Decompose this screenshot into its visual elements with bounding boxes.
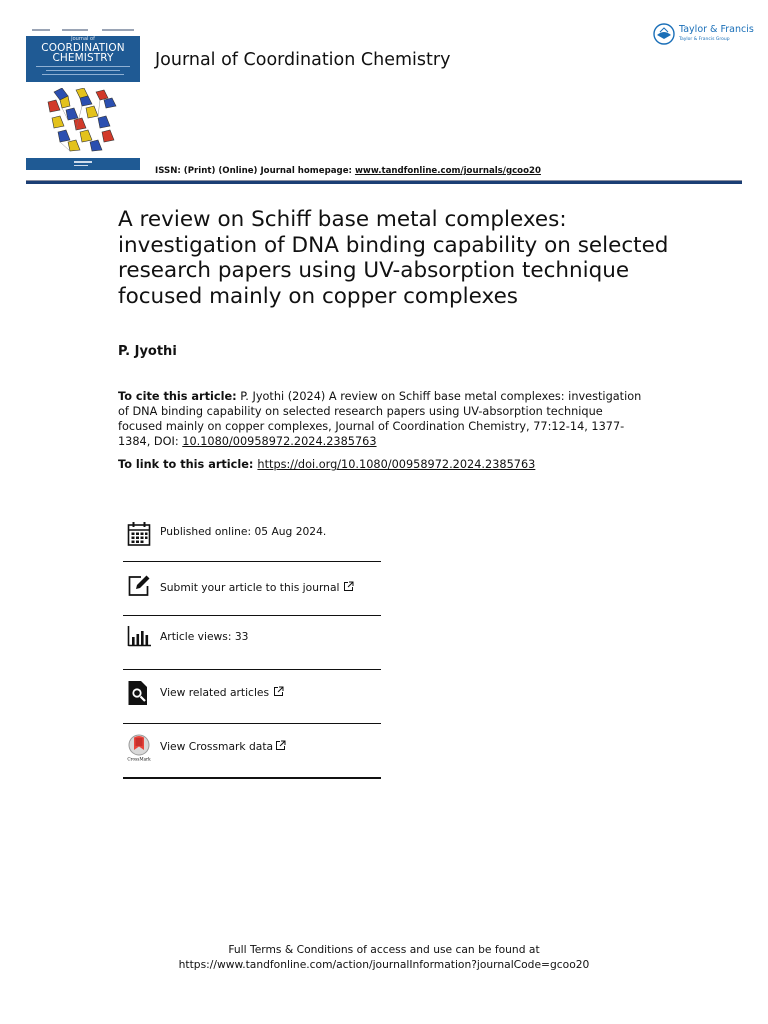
crossmark-label: View Crossmark data	[160, 740, 274, 753]
citation-block	[118, 389, 648, 449]
cover-subline	[42, 74, 124, 75]
submit-article-link[interactable]	[160, 581, 354, 594]
publisher-logo[interactable]	[653, 22, 754, 48]
article-title: A review on Schiff base metal complexes: investigation of DNA binding capability on selected research papers using UV-absorption technique focused mainly on copper complexes	[118, 207, 669, 309]
related-articles-label: View related articles	[160, 686, 270, 699]
publisher-group: Taylor & Francis Group	[679, 37, 730, 42]
link-label: To link to this article:	[118, 458, 254, 471]
taylor-francis-icon	[653, 23, 675, 45]
cover-subline	[46, 70, 120, 71]
cite-text: P. Jyothi (2024) A review on Schiff base metal complexes: investigation of DNA binding capability on selected research papers using UV-absorption technique focused mainly on copper complexes, Journal of Coordination Chemistry, 77:12-14, 1377-1384, DOI:	[118, 390, 642, 448]
related-articles-row[interactable]	[123, 670, 381, 724]
article-link-line	[118, 458, 535, 471]
issn-label: ISSN: (Print) (Online) Journal homepage:	[155, 166, 355, 176]
crossmark-row[interactable]	[123, 724, 381, 779]
external-link-icon	[275, 740, 286, 751]
bar-chart-icon	[127, 624, 151, 650]
cite-doi-link[interactable]: 10.1080/00958972.2024.2385763	[182, 435, 377, 448]
cover-top-strip	[26, 28, 140, 36]
cite-label: To cite this article:	[118, 390, 237, 403]
published-online-text: Published online: 05 Aug 2024.	[160, 525, 327, 538]
cover-subline	[36, 66, 130, 67]
cover-title-band	[26, 36, 140, 82]
calendar-icon	[127, 521, 151, 547]
header-rule-thick	[26, 181, 742, 184]
journal-cover-image	[26, 28, 140, 172]
article-info-list	[123, 508, 381, 779]
issn-homepage-line	[155, 166, 541, 176]
article-views-row	[123, 616, 381, 670]
crystal-structure-illustration	[46, 88, 120, 152]
terms-url[interactable]: https://www.tandfonline.com/action/journalInformation?journalCode=gcoo20	[178, 958, 590, 971]
edit-icon	[127, 574, 151, 600]
cover-title-line-2: CHEMISTRY	[52, 52, 114, 64]
external-link-icon	[273, 686, 284, 697]
cover-title	[26, 43, 140, 63]
submit-article-label: Submit your article to this journal	[160, 581, 340, 594]
terms-text: Full Terms & Conditions of access and use can be found at	[228, 943, 540, 956]
search-document-icon	[127, 680, 151, 706]
external-link-icon	[343, 581, 354, 592]
cover-journal-of: Journal of	[71, 36, 95, 42]
journal-title: Journal of Coordination Chemistry	[155, 50, 451, 70]
related-articles-link[interactable]	[160, 686, 284, 699]
cover-title-line-1: COORDINATION	[41, 42, 125, 54]
published-online-row	[123, 508, 381, 562]
publisher-name: Taylor & Francis	[679, 24, 754, 35]
cover-bottom-band	[26, 158, 140, 170]
crossmark-link[interactable]	[160, 740, 286, 753]
author-name[interactable]: P. Jyothi	[118, 344, 177, 359]
article-views-text: Article views: 33	[160, 630, 249, 643]
journal-homepage-link[interactable]: www.tandfonline.com/journals/gcoo20	[354, 166, 541, 176]
submit-article-row[interactable]	[123, 562, 381, 616]
terms-footer	[0, 942, 768, 972]
crossmark-caption: CrossMark	[127, 756, 151, 762]
article-doi-link[interactable]: https://doi.org/10.1080/00958972.2024.2385763	[257, 458, 536, 471]
crossmark-icon	[127, 734, 151, 762]
